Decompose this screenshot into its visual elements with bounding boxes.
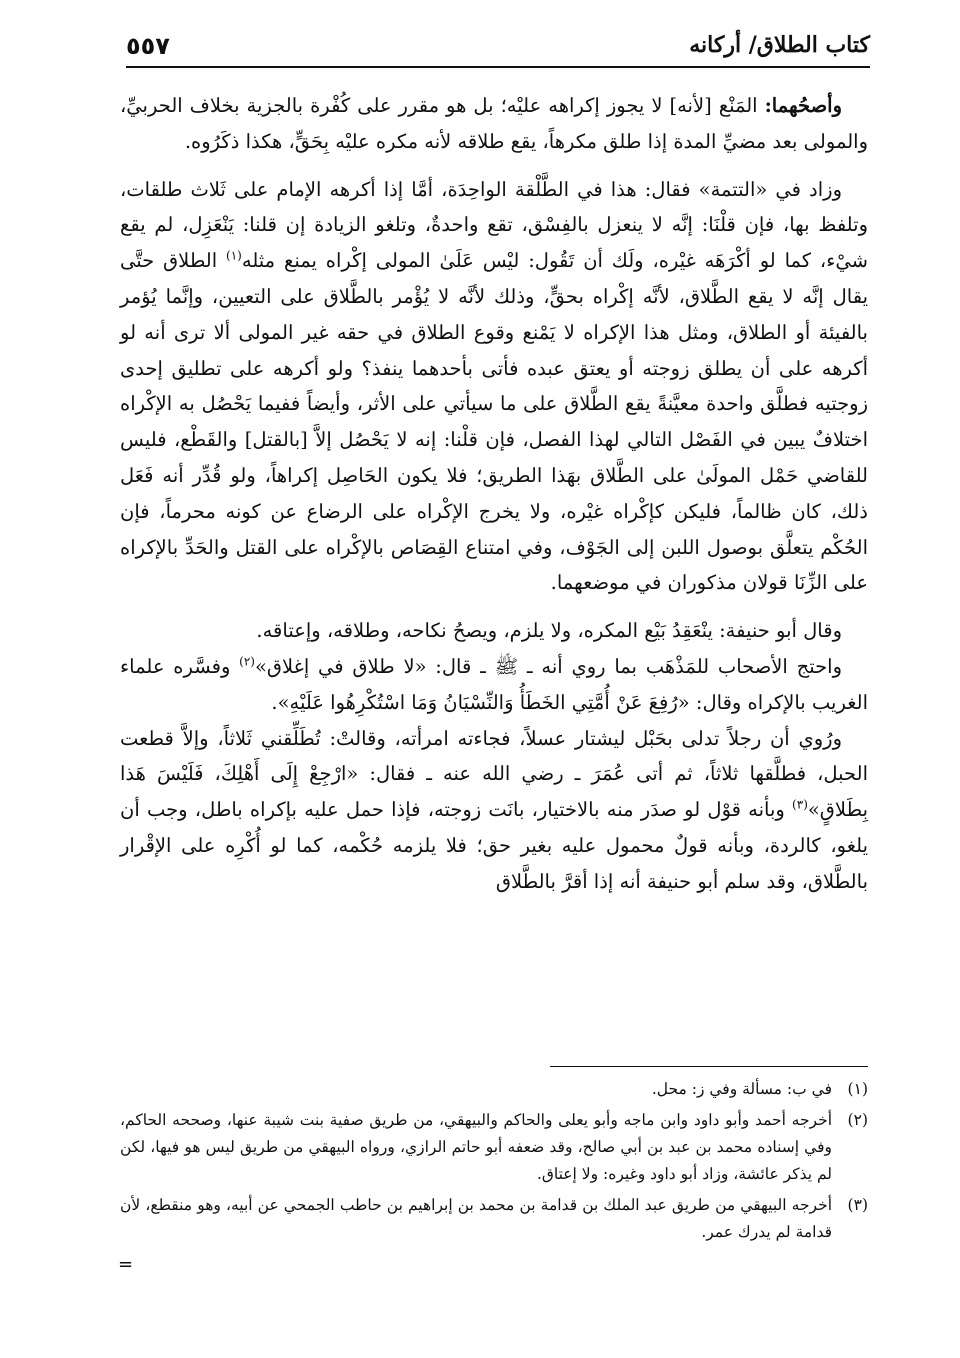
paragraph-text: الطلاق حتَّى يقال إنَّه لا يقع الطَّلاق، لأنَّه إكْراه بحقٍّ، وذلك لأنَّه لا يُؤْمر بالطَّلاق على التعيين، وإنَّما يُؤمر بالفيئة أو الطلاق، ومثل هذا الإكراه لا يَمْنع وقوع الطلاق في حقه غير المولى ألا ترى أنه لو أكرهه على أن يطلق زوجته أو يعتق عبده فأتى بأحدهما ينفذ؟ ولو أكرهه على تطليق إحدى زوجتيه فطلَّق واحدة معيَّنةً يقع الطَّلاق على ما سيأتي على الأثر، وأيضاً ففيما يَحْصُل به الإكْراه اختلافٌ يبين في الفَصْل التالي لهذا الفصل، فإن قلْنا: إنه لا يَحْصُل إلاَّ [بالقتل] والقَطْع، فليس للقاضي حَمْل المولَىٰ على الطَّلاق بهَذا الطريق؛ فلا يكون الحَاصِل إكراهاً، ولو قُدِّر أنه فَعَل ذلك، كان ظالماً، فليكن كإكْراه غيْره، ولا يخرج الإكْراه على الرضاع عن كونه محرماً، فإن الحُكْم يتعلَّق بوصول اللبن إلى الجَوْف، وفي امتناع القِصَاص بالإكْراه على القتل والحَدِّ بالإكراه على الزِّنَا قولان مذكوران في موضعهما. <box>120 249 868 595</box>
paragraph-lead: وأصحُهما: <box>764 94 842 117</box>
footnote-1 <box>120 1076 868 1103</box>
footnote-3 <box>120 1192 868 1246</box>
paragraph-2 <box>120 172 868 602</box>
footnote-ref-1: (١) <box>226 248 242 263</box>
footnote-ref-3: (٣) <box>792 797 808 812</box>
paragraph-1 <box>120 88 868 160</box>
paragraph-text: وفسَّره علماء الغريب بالإكراه وقال: «رُفِعَ عَنْ أُمَّتِي الخَطَأُ وَالنِّسْيَانُ وَمَا اسْتُكْرِهُوا عَلَيْهِ». <box>120 654 868 714</box>
page-header <box>126 26 870 68</box>
footnote-text: في ب: مسألة وفي ز: محل. <box>651 1080 832 1098</box>
footnote-number: (٣) <box>847 1196 868 1214</box>
paragraph-3: وقال أبو حنيفة: ينْعَقِدُ بَيْع المكره، ولا يلزم، ويصحُ نكاحه، وطلاقه، وإعتاقه. <box>256 619 842 643</box>
page-number: ٥٥٧ <box>126 32 170 60</box>
running-title: كتاب الطلاق/ أركانه <box>689 32 870 58</box>
continuation-mark: = <box>118 1254 134 1275</box>
paragraph-text: ورُوي أن رجلاً تدلى بحَبْل ليشتار عسلاً، فجاءته امرأته، وقالتْ: تُطَلِّقني ثَلاثاً، وإلاَّ قطعت الحبل، فطلَّقها ثلاثاً، ثم أتى عُمَرَ ـ رضي الله عنه ـ فقال: «ارْجِعْ إِلَى أَهْلِكَ، فَلَيْسَ هَذا بِطَلاقٍ» <box>120 726 868 822</box>
footnote-text: أخرجه أحمد وأبو داود وابن ماجه وأبو يعلى والحاكم والبيهقي، من طريق صفية بنت شيبة عنها، وصححه الحاكم، وفي إسناده محمد بن عبد بن أبي صالح، وقد ضعفه أبو حاتم الرازي، ورواه البيهقي من طريق ليس هو فيها، لكن لم يذكر عائشة، وزاد أبو داود وغيره: ولا إعتاق. <box>120 1111 832 1183</box>
paragraph-5 <box>120 721 868 900</box>
footnote-number: (٢) <box>847 1111 868 1129</box>
paragraph-text: المَنْع [لأنه] لا يجوز إكراهه عليْه؛ بل هو مقرر على كُفْرة بالجزية بخلاف الحربيِّ، والمولى بعد مضيِّ المدة إذا طلق مكرهاً، يقع طلاقه لأنه مكره عليْه بِحَقٍّ، هكذا ذكَرُوه. <box>120 94 868 153</box>
paragraph-text: واحتج الأصحاب للمَذْهَب بما روي أنه ـ ﷺ ـ قال: «لا طلاق في إغلاق» <box>254 654 842 678</box>
footnote-ref-2: (٢) <box>239 654 255 669</box>
footnote-number: (١) <box>847 1080 868 1098</box>
paragraph-text: وزاد في «التتمة» فقال: هذا في الطَّلْقة الواحِدَة، أمَّا إذا أكرهه الإمام على ثَلاث طلقات، وتلفظ بها، فإن قلْنَا: إنَّه لا ينعزل بالفِسْق، تقع واحدةٌ، وتلغو الزيادة إن قلنا: يَنْعَزِل، لم يقع شيْء، كما لو أكْرَهَه غيْره، ولَك أن تَقُول: ليْس عَلَىٰ المولى إكْراه يمنع مثله <box>120 177 868 273</box>
main-text <box>120 88 868 900</box>
paragraph-text: وبأنه قوْل لو صدَر منه بالاختيار، بانَت زوجته، فإذا حمل عليه بإكراه باطل، وجب أن يلغو، كالردة، وبأنه قولٌ محمول عليه بغير حق؛ فلا يلزمه حُكْمه، كما لو أُكْرِه على الإقْرار بالطَّلاق، وقد سلم أبو حنيفة أنه إذا أقرَّ بالطَّلاق <box>120 798 868 893</box>
paragraph-4 <box>120 649 868 721</box>
footnotes <box>120 1076 868 1246</box>
footnote-separator <box>550 1066 868 1067</box>
footnote-2 <box>120 1107 868 1188</box>
footnote-text: أخرجه البيهقي من طريق عبد الملك بن قدامة بن محمد بن إبراهيم بن حاطب الجمحي عن أبيه، وهو منقطع، لأن قدامة لم يدرك عمر. <box>120 1196 832 1241</box>
